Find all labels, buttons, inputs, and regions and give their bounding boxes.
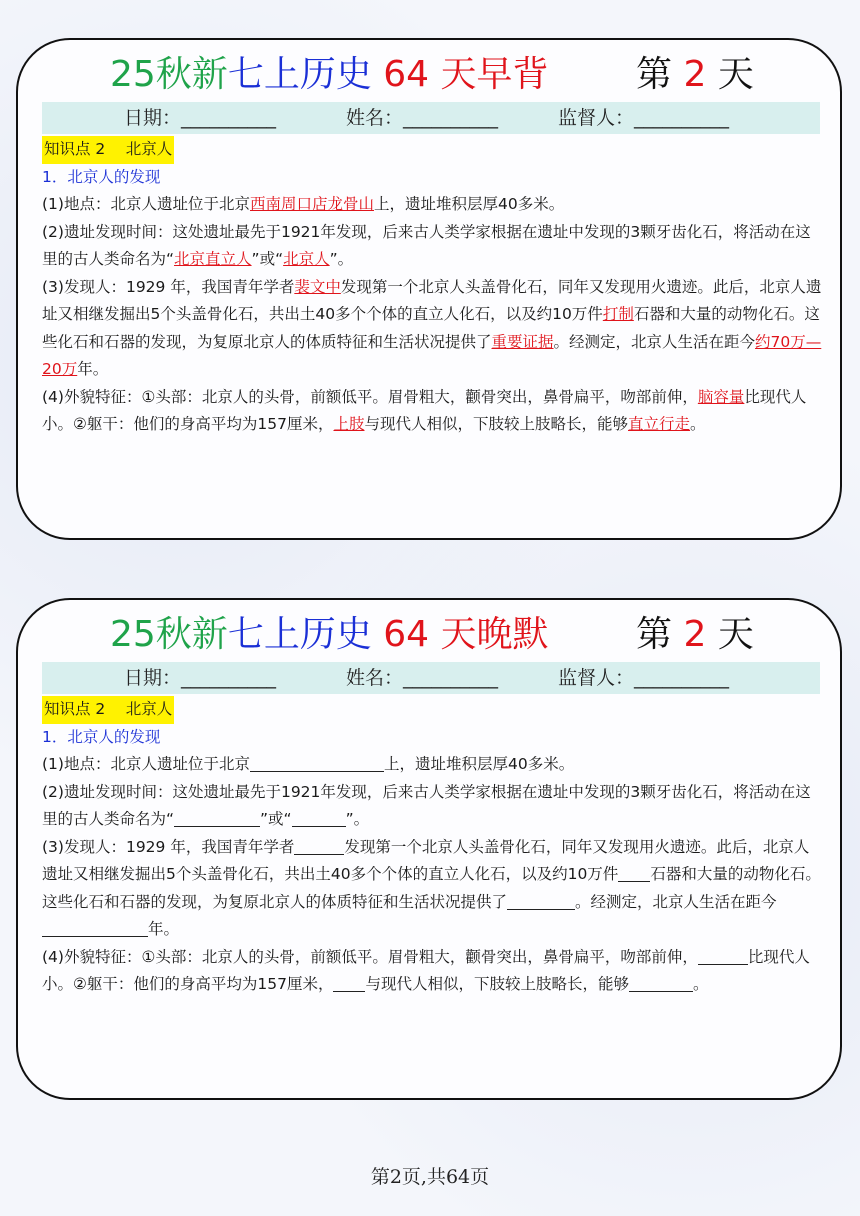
answer: 脑容量: [697, 387, 745, 406]
answer: 约70万—20万: [42, 332, 822, 378]
paragraph-appearance: (4)外貌特征：①头部：北京人的头骨，前额低平。眉骨粗大，颧骨突出，鼻骨扁平，吻部前伸， 比现代人小。②躯干：他们的身高平均为157厘米， 与现代人相似，下肢较上肢略长，能够 。: [42, 947, 810, 993]
answer: 西南周口店龙骨山: [249, 195, 374, 213]
morning-day-label: 第 2 天: [636, 54, 754, 95]
fill-blank[interactable]: [507, 891, 575, 910]
evening-body: [42, 696, 822, 999]
morning-card: [16, 38, 842, 540]
fill-blank[interactable]: [250, 753, 384, 772]
morning-body: [42, 136, 822, 439]
answer: 上肢: [333, 415, 365, 433]
name-field[interactable]: 姓名：__________: [346, 667, 499, 689]
paragraph-discovery-time: (2)遗址发现时间：这处遗址最先于1921年发现，后来古人类学家根据在遗址中发现的3颗牙齿化石，将活动在这里的古人类命名为“北京直立人”或“北京人”。: [42, 222, 811, 268]
evening-day-label: 第 2 天: [636, 614, 754, 655]
knowledge-point-label: 知识点 2 北京人: [42, 696, 174, 724]
answer: 打制: [602, 305, 634, 323]
fill-blank[interactable]: [629, 973, 693, 992]
knowledge-point-label: 知识点 2 北京人: [42, 136, 174, 164]
evening-title-row: [18, 610, 840, 660]
fill-blank[interactable]: [174, 808, 260, 827]
paragraph-discovery-time: (2)遗址发现时间：这处遗址最先于1921年发现，后来古人类学家根据在遗址中发现的3颗牙齿化石，将活动在这里的古人类命名为“ ”或“ ”。: [42, 782, 811, 828]
fill-blank[interactable]: [292, 808, 346, 827]
paragraph-location: (1)地点：北京人遗址位于北京西南周口店龙骨山上，遗址堆积层厚40多米。: [42, 195, 565, 213]
section-heading: 1．北京人的发现: [42, 167, 161, 186]
morning-info-bar: [42, 102, 820, 134]
answer: 北京直立人: [174, 250, 252, 268]
evening-card: [16, 598, 842, 1100]
supervisor-field[interactable]: 监督人：__________: [558, 667, 730, 689]
evening-info-bar: [42, 662, 820, 694]
answer: 直立行走: [628, 415, 691, 433]
paragraph-location: (1)地点：北京人遗址位于北京 上，遗址堆积层厚40多米。: [42, 755, 575, 773]
answer: 裴文中: [294, 277, 341, 296]
date-field[interactable]: 日期：__________: [124, 667, 277, 689]
fill-blank[interactable]: [333, 973, 365, 992]
page-number: 第2页,共64页: [370, 1166, 490, 1188]
evening-title: 25秋新七上历史 64 天晚默: [110, 614, 549, 655]
fill-blank[interactable]: [294, 836, 344, 855]
supervisor-field[interactable]: 监督人：__________: [558, 107, 730, 129]
paragraph-discoverer: (3)发现人：1929 年，我国青年学者 发现第一个北京人头盖骨化石，同年又发现用火遗迹。此后，北京人遗址又相继发掘出5个头盖骨化石，共出土40多个个体的直立人化石，以及约10万件 石器和大量的动物化石。这些化石和石器的发现，为复原北京人的体质特征和生活状况提供了 。经测定，北京人生活在距今年。: [42, 837, 821, 938]
fill-blank[interactable]: [42, 918, 148, 937]
paragraph-discoverer: (3)发现人：1929 年，我国青年学者裴文中发现第一个北京人头盖骨化石，同年又发现用火遗迹。此后，北京人遗址又相继发掘出5个头盖骨化石，共出土40多个个体的直立人化石，以及约10万件打制石器和大量的动物化石。这些化石和石器的发现，为复原北京人的体质特征和生活状况提供了重要证据。经测定，北京人生活在距今约70万—20万年。: [42, 277, 822, 378]
date-field[interactable]: 日期：__________: [124, 107, 277, 129]
fill-blank[interactable]: [698, 946, 748, 965]
morning-title-row: [18, 50, 840, 100]
name-field[interactable]: 姓名：__________: [346, 107, 499, 129]
answer: 重要证据: [491, 332, 554, 351]
fill-blank[interactable]: [618, 863, 650, 882]
answer: 北京人: [283, 250, 330, 268]
section-heading: 1．北京人的发现: [42, 727, 161, 746]
paragraph-appearance: (4)外貌特征：①头部：北京人的头骨，前额低平。眉骨粗大，颧骨突出，鼻骨扁平，吻部前伸，脑容量比现代人小。②躯干：他们的身高平均为157厘米，上肢与现代人相似，下肢较上肢略长，能够直立行走。: [42, 387, 807, 433]
morning-title: 25秋新七上历史 64 天早背: [110, 54, 549, 95]
